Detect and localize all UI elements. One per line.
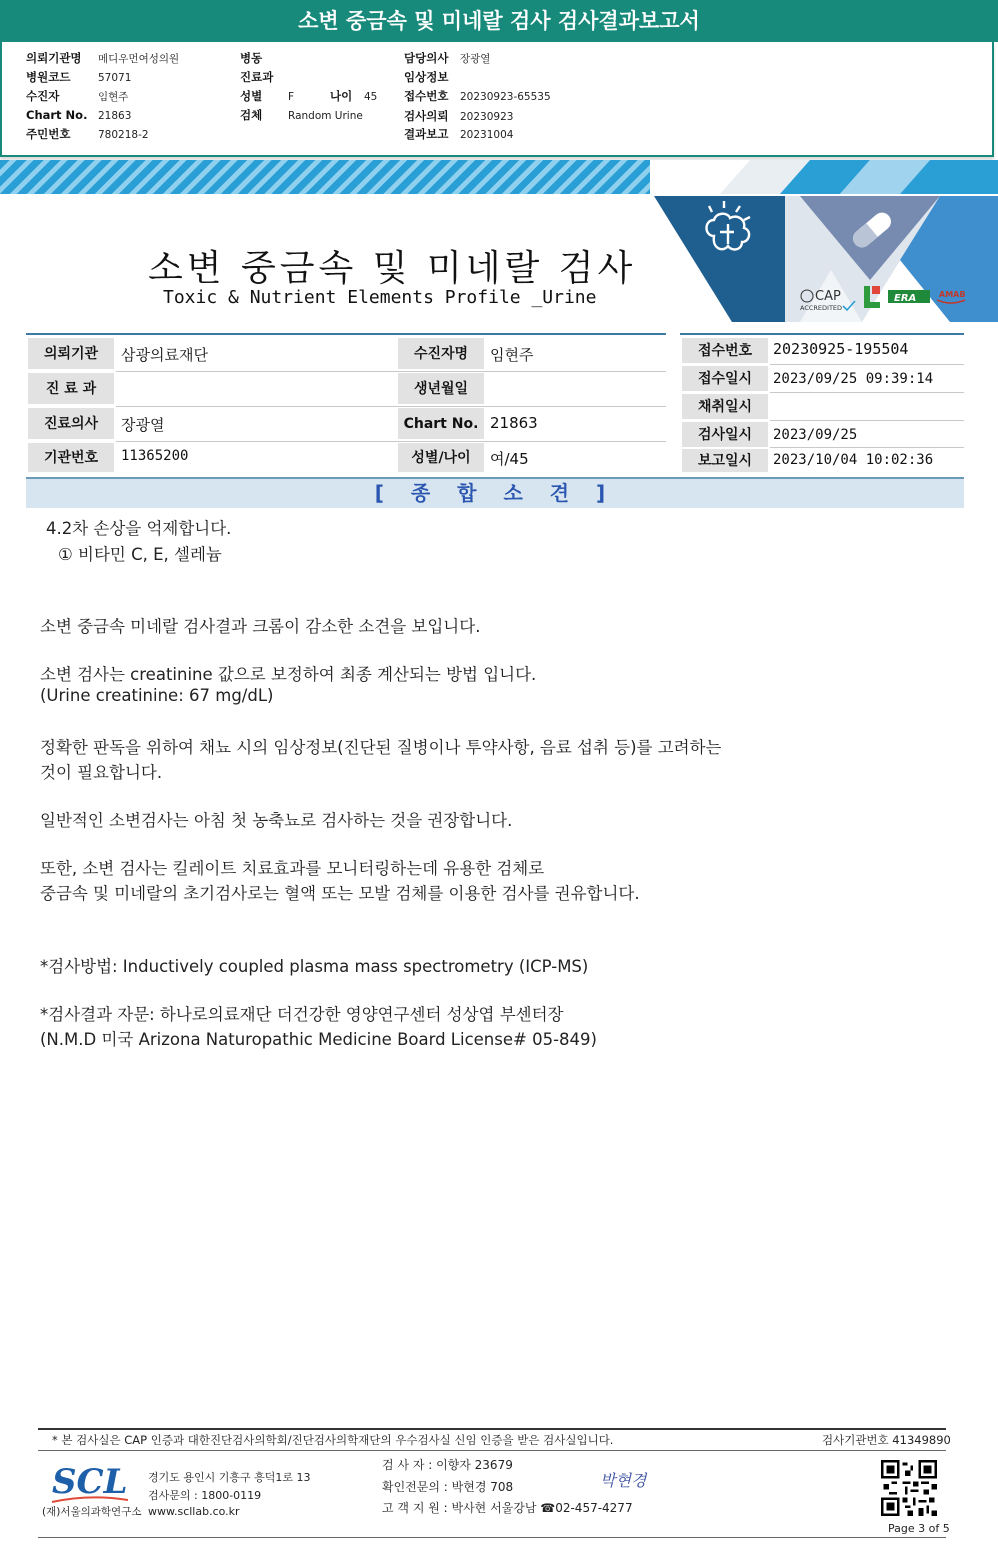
label-department: 진 료 과: [28, 373, 114, 405]
tester-info: 검 사 자 : 이향자 23679: [382, 1458, 513, 1472]
lab-phone: 검사문의 : 1800-0119: [148, 1489, 262, 1502]
label-collection-datetime: 채취일시: [682, 394, 768, 420]
qr-code-icon: [881, 1460, 937, 1516]
consultation-line: *검사결과 자문: 하나로의료재단 더건강한 영양연구센터 성상엽 부센터장: [40, 1005, 564, 1024]
label-accession-number: 접수번호: [682, 338, 768, 364]
opinion-line: 일반적인 소변검사는 아침 첫 농축뇨로 검사하는 것을 권장합니다.: [40, 811, 513, 830]
customer-support-info: 고 객 지 원 : 박사현 서울강남 ☎02-457-4277: [382, 1501, 633, 1515]
label-sex-age: 성별/나이: [398, 443, 484, 473]
footer-divider: [38, 1428, 946, 1430]
value-chart-no: 21863: [490, 414, 538, 432]
footer-divider: [38, 1537, 946, 1538]
lab-address: 경기도 용인시 기흥구 흥덕1로 13: [148, 1471, 311, 1484]
opinion-line: 4.2차 손상을 억제합니다.: [46, 519, 232, 538]
value-sex-age: 여/45: [490, 450, 529, 468]
label-received-datetime: 접수일시: [682, 366, 768, 392]
header-field: 의뢰기관명 메디우먼여성의원: [26, 51, 180, 65]
header-field: 임상정보: [404, 70, 449, 84]
label-physician: 진료의사: [28, 408, 114, 440]
label-patient-name: 수진자명: [398, 338, 484, 370]
test-method-line: *검사방법: Inductively coupled plasma mass spectrometry (ICP-MS): [40, 957, 589, 976]
opinion-line: 정확한 판독을 위하여 채뇨 시의 임상정보(진단된 질병이나 투약사항, 음료 섭취 등)를 고려하는: [40, 738, 722, 757]
page-number: Page 3 of 5: [888, 1522, 950, 1535]
header-field-age: 나이 45: [330, 89, 378, 103]
header-field: 결과보고 20231004: [404, 127, 514, 141]
lab-website-link[interactable]: www.scllab.co.kr: [148, 1505, 240, 1518]
header-field: 진료과: [240, 70, 274, 84]
scl-logo: SCL: [52, 1462, 128, 1502]
value-institution-number: 11365200: [121, 448, 189, 464]
header-field: 검체 Random Urine: [240, 108, 363, 122]
summary-heading: [ 종 합 소 견 ]: [26, 477, 964, 508]
label-test-datetime: 검사일시: [682, 422, 768, 448]
label-referring-institution: 의뢰기관: [28, 338, 114, 370]
consultation-line: (N.M.D 미국 Arizona Naturopathic Medicine Board License# 05-849): [40, 1030, 597, 1049]
label-report-datetime: 보고일시: [682, 449, 768, 473]
header-info-box: [0, 42, 994, 157]
header-field: 담당의사 장광열: [404, 51, 491, 65]
opinion-line: 중금속 및 미네랄의 초기검사로는 혈액 또는 모발 검체를 이용한 검사를 권유합니다.: [40, 884, 640, 903]
opinion-line: 또한, 소변 검사는 킬레이트 치료효과를 모니터링하는데 유용한 검체로: [40, 859, 545, 878]
lab-organization-name: (재)서울의과학연구소: [42, 1506, 142, 1518]
specialist-signature: 박현경: [600, 1471, 647, 1490]
opinion-line: 것이 필요합니다.: [40, 763, 163, 782]
specialist-info: 확인전문의 : 박현경 708: [382, 1480, 514, 1494]
scl-logo-swoosh: [50, 1496, 130, 1504]
opinion-line: 소변 검사는 creatinine 값으로 보정하여 최종 계산되는 방법 입니다.: [40, 665, 537, 684]
cap-logo-subtext: ACCREDITED: [800, 304, 843, 312]
header-field: 주민번호 780218-2: [26, 127, 149, 141]
value-test-datetime: 2023/09/25: [773, 427, 858, 443]
header-field: 성별 F: [240, 89, 295, 103]
header-field: 접수번호 20230923-65535: [404, 89, 551, 103]
label-birth-date: 생년월일: [398, 373, 484, 405]
decorative-header-graphic: [650, 160, 998, 322]
header-field: 병원코드 57071: [26, 70, 132, 84]
aab-logo-text: AMAB: [939, 290, 966, 299]
footer-accreditation-note: * 본 검사실은 CAP 인증과 대한진단검사의학회/진단검사의학재단의 우수검사실 신임 인증을 받은 검사실입니다.: [52, 1433, 614, 1447]
value-physician: 장광열: [121, 416, 165, 434]
main-title-english: Toxic & Nutrient Elements Profile _Urine: [163, 287, 597, 308]
value-accession-number: 20230925-195504: [773, 340, 909, 358]
label-chart-no: Chart No.: [398, 408, 484, 440]
opinion-line: ① 비타민 C, E, 셀레늄: [58, 545, 222, 564]
value-referring-institution: 삼광의료재단: [121, 346, 208, 364]
value-report-datetime: 2023/10/04 10:02:36: [773, 452, 934, 468]
opinion-line: (Urine creatinine: 67 mg/dL): [40, 686, 274, 705]
value-patient-name: 임현주: [490, 346, 534, 364]
header-field: Chart No. 21863: [26, 108, 132, 122]
patient-info-table: [26, 333, 964, 475]
main-title-korean: 소변 중금속 및 미네랄 검사: [148, 248, 637, 289]
era-logo: [888, 290, 930, 304]
header-field: 병동: [240, 51, 263, 65]
label-institution-number: 기관번호: [28, 443, 114, 473]
header-field: 수진자 임현주: [26, 89, 129, 103]
cap-logo-text: CAP: [815, 289, 841, 304]
era-logo-text: ERA: [894, 293, 917, 304]
report-banner-title: 소변 중금속 및 미네랄 검사 검사결과보고서: [0, 0, 998, 42]
footer-license-number: 검사기관번호 41349890: [822, 1433, 951, 1447]
opinion-line: 소변 중금속 미네랄 검사결과 크롬이 감소한 소견을 보입니다.: [40, 617, 481, 636]
header-field: 검사의뢰 20230923: [404, 109, 514, 123]
footer-divider: [38, 1450, 946, 1451]
value-received-datetime: 2023/09/25 09:39:14: [773, 371, 934, 387]
